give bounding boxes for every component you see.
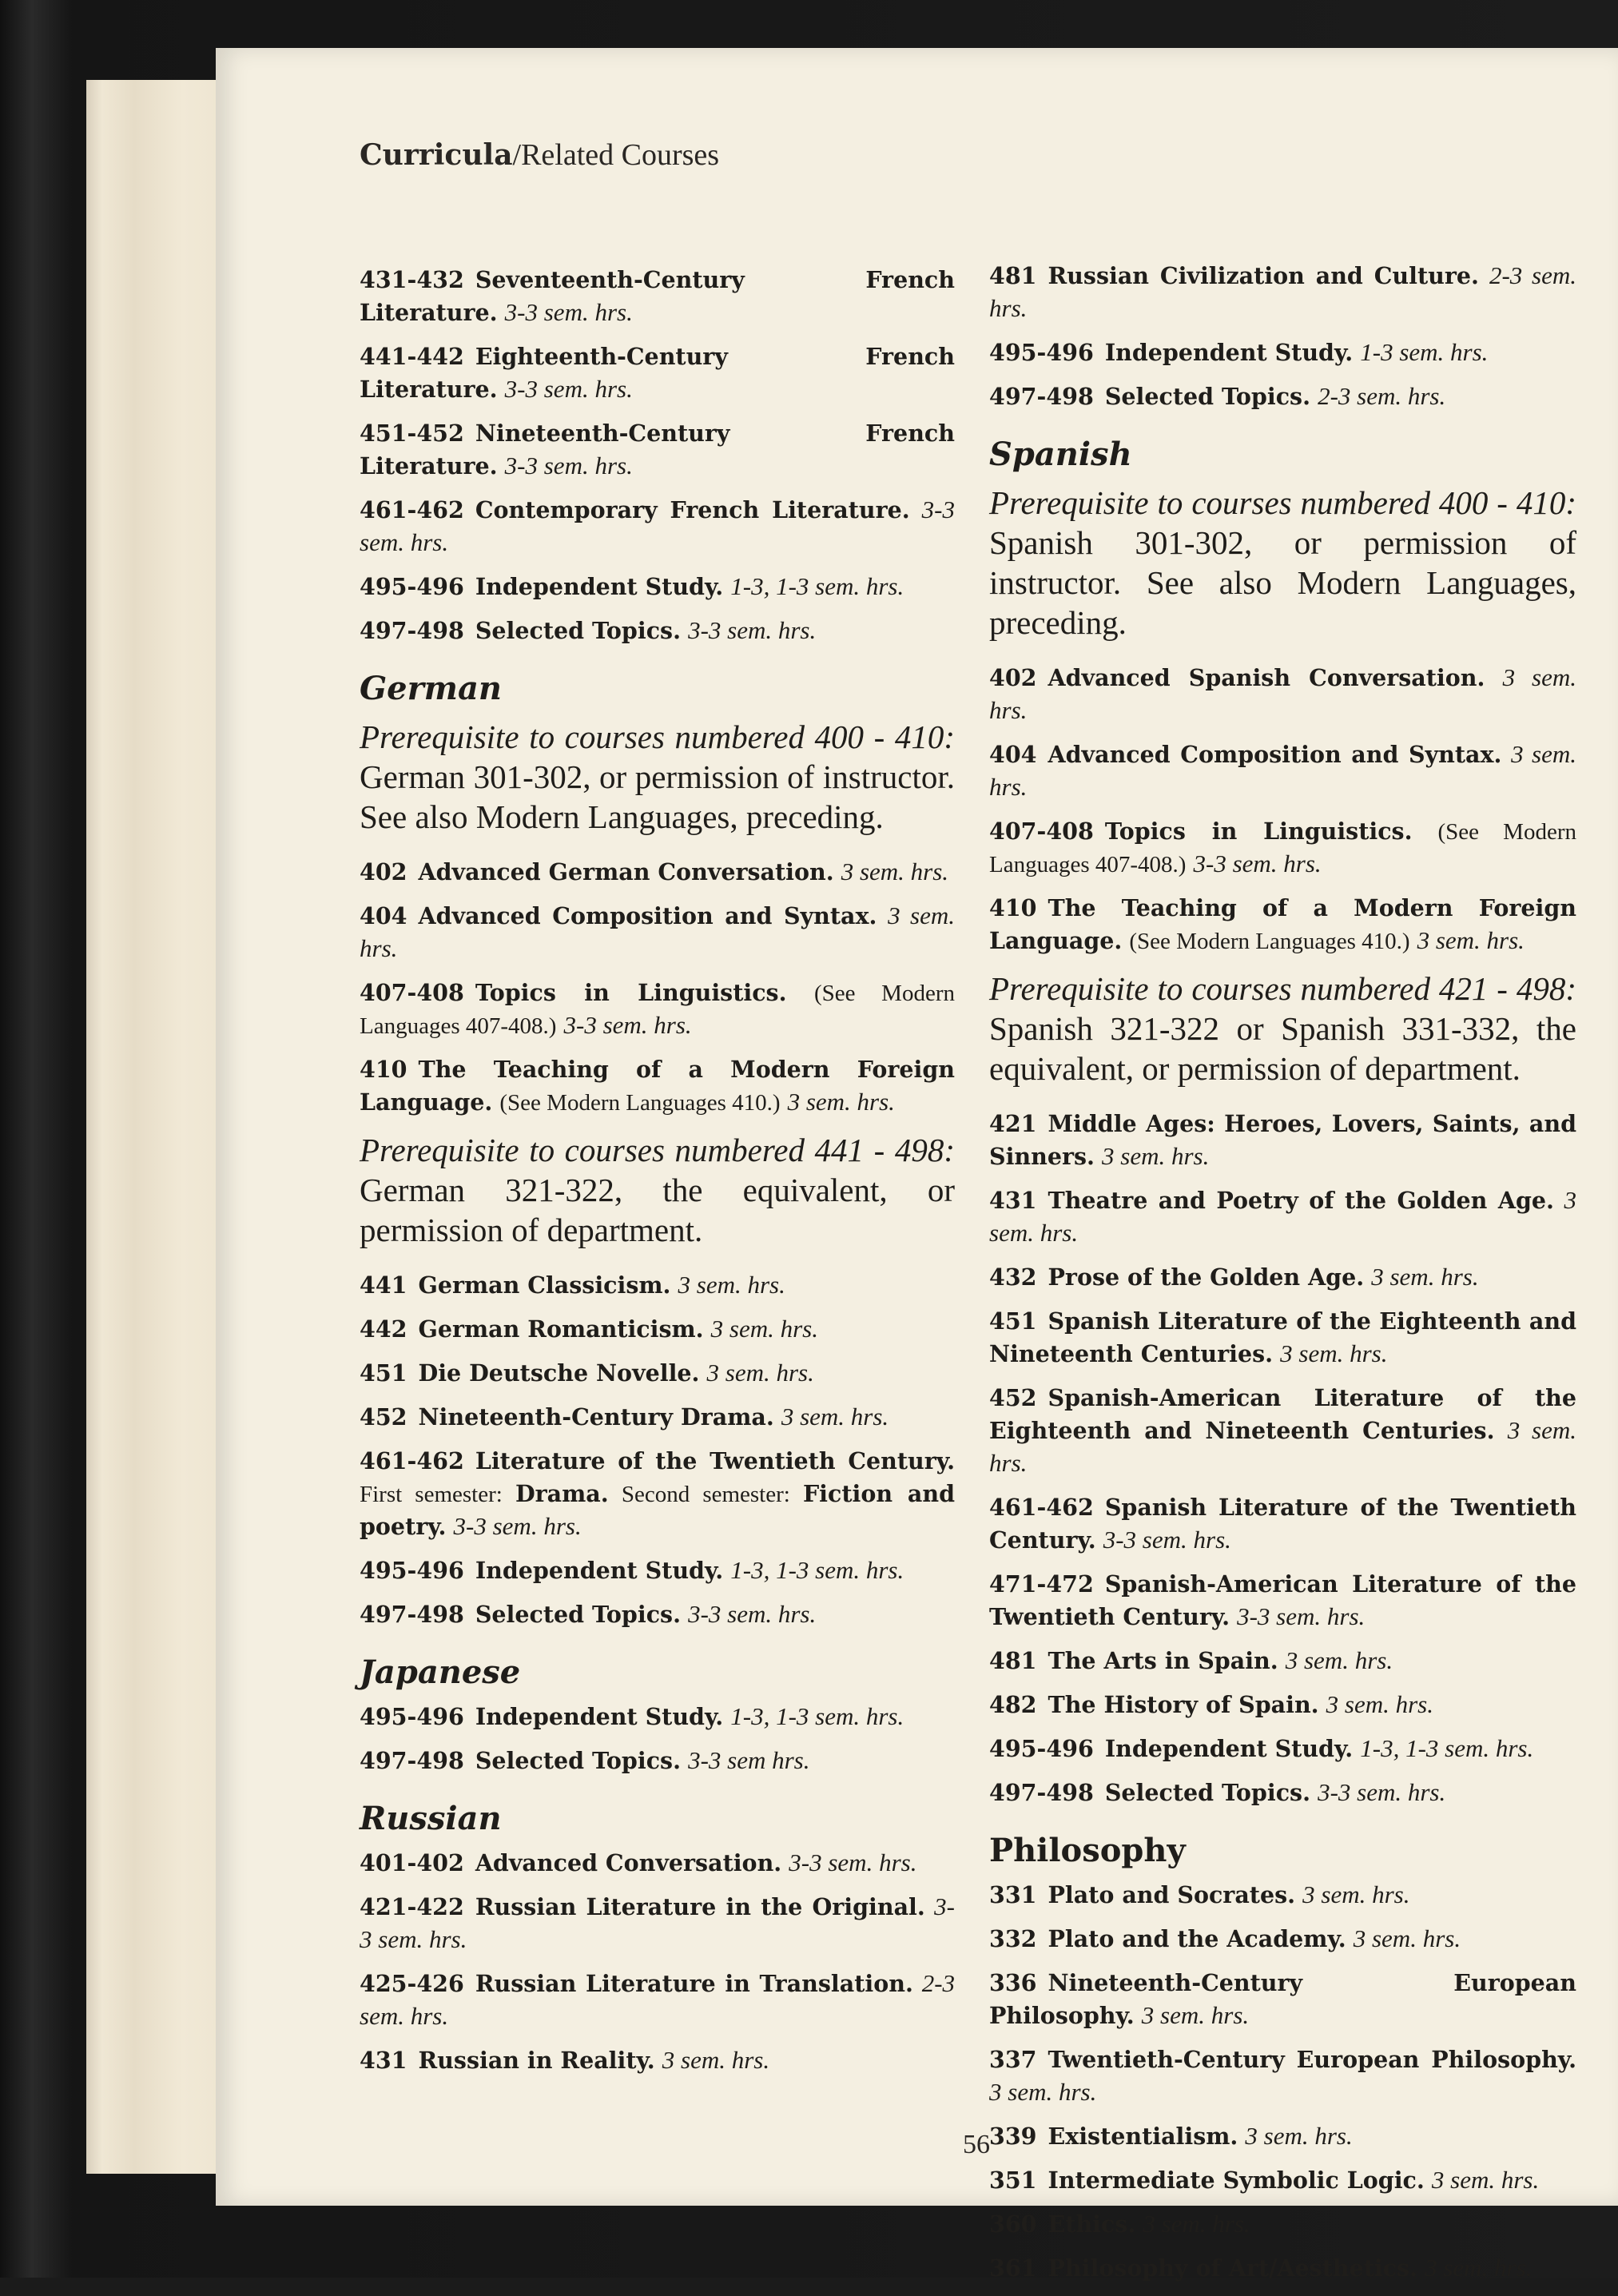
course-credit-hours: 3 sem. hrs. bbox=[1326, 1690, 1433, 1718]
course-credit-hours: 3 sem. hrs. bbox=[1302, 1880, 1410, 1908]
course-entry bbox=[989, 1645, 1576, 1677]
course-credit-hours: 3 sem. hrs. bbox=[1353, 1924, 1461, 1952]
course-title: Independent Study. bbox=[1104, 339, 1354, 366]
prerequisite-note bbox=[360, 717, 955, 837]
course-title: Spanish-American Literature of the Eighteenth and Nineteenth Centuries. bbox=[989, 1384, 1576, 1444]
course-entry bbox=[360, 1968, 955, 2033]
course-entry bbox=[360, 1554, 955, 1587]
course-entry bbox=[360, 1313, 955, 1346]
course-entry bbox=[360, 1847, 955, 1880]
course-number: 461-462 bbox=[360, 1447, 464, 1474]
course-entry bbox=[989, 1733, 1576, 1765]
course-entry bbox=[989, 380, 1576, 413]
course-number: 495-496 bbox=[360, 1703, 464, 1730]
course-title: Advanced Conversation. bbox=[475, 1849, 782, 1876]
course-number: 407-408 bbox=[989, 818, 1094, 845]
course-title: Independent Study. bbox=[1104, 1735, 1354, 1762]
course-entry bbox=[360, 264, 955, 329]
course-credit-hours: 3-3 sem. hrs. bbox=[789, 1848, 917, 1876]
course-number: 402 bbox=[360, 858, 407, 885]
course-title: Intermediate Symbolic Logic. bbox=[1048, 2167, 1425, 2194]
course-title: Selected Topics. bbox=[1104, 383, 1311, 410]
course-number: 452 bbox=[360, 1403, 407, 1431]
course-entry bbox=[989, 1305, 1576, 1371]
course-entry bbox=[360, 615, 955, 647]
course-number: 402 bbox=[989, 664, 1037, 691]
course-title: German Romanticism. bbox=[418, 1315, 704, 1343]
course-credit-hours: 2-3 sem. hrs. bbox=[1318, 382, 1446, 410]
course-credit-hours: 3 sem. hrs. bbox=[1143, 2210, 1250, 2238]
course-entry bbox=[989, 738, 1576, 804]
course-title: Topics in Linguistics. bbox=[475, 979, 787, 1006]
course-credit-hours: 3 sem. hrs. bbox=[662, 2046, 770, 2074]
course-number: 432 bbox=[989, 1263, 1037, 1291]
course-number: 461-462 bbox=[989, 1494, 1094, 1521]
course-credit-hours: 3 sem. hrs. bbox=[710, 1315, 818, 1343]
prerequisite-text: German 321-322, the equivalent, or permission of department. bbox=[360, 1172, 955, 1248]
section-heading: Spanish bbox=[989, 436, 1132, 473]
course-entry bbox=[360, 2044, 955, 2077]
course-number: 452 bbox=[989, 1384, 1037, 1411]
course-title: Selected Topics. bbox=[475, 1601, 682, 1628]
page-number: 56 bbox=[963, 2130, 990, 2159]
course-credit-hours: 3 sem. hrs. bbox=[1431, 2166, 1540, 2194]
course-credit-hours: 3 sem. hrs. bbox=[1102, 1142, 1210, 1170]
course-note: (See Modern Languages 407-408.) bbox=[360, 981, 955, 1039]
course-number: 497-498 bbox=[360, 617, 464, 644]
course-credit-hours: 3 sem. hrs. bbox=[989, 2078, 1097, 2106]
course-entry bbox=[989, 2164, 1576, 2197]
course-credit-hours: 3-3 sem. hrs. bbox=[453, 1512, 582, 1540]
course-entry bbox=[360, 1598, 955, 1631]
prerequisite-note bbox=[989, 483, 1576, 643]
course-number: 495-496 bbox=[989, 339, 1094, 366]
course-entry bbox=[989, 260, 1576, 325]
course-entry bbox=[989, 2208, 1576, 2241]
course-title: Middle Ages: Heroes, Lovers, Saints, and Sinners. bbox=[989, 1110, 1576, 1170]
course-number: 441 bbox=[360, 1271, 407, 1299]
course-entry bbox=[989, 1382, 1576, 1480]
course-title: Advanced Spanish Conversation. bbox=[1048, 664, 1485, 691]
course-title: Philosophy of Art/Aesthetics. bbox=[1048, 2254, 1418, 2282]
course-credit-hours: 1-3, 1-3 sem. hrs. bbox=[730, 572, 904, 600]
course-title: Spanish-American Literature of the Twentieth Century. bbox=[989, 1570, 1576, 1630]
course-note bbox=[360, 1482, 955, 1540]
course-note-part: Second semester: bbox=[608, 1482, 803, 1507]
prerequisite-note bbox=[989, 969, 1576, 1088]
course-number: 431 bbox=[360, 2047, 407, 2074]
course-credit-hours: 3-3 sem hrs. bbox=[688, 1746, 810, 1774]
running-head-subsection: /Related Courses bbox=[512, 138, 720, 172]
course-number: 431-432 bbox=[360, 266, 464, 293]
prerequisite-text: Spanish 301-302, or permission of instructor. See also Modern Languages, preceding. bbox=[989, 524, 1576, 641]
course-credit-hours: 3 sem. hrs. bbox=[1425, 2254, 1533, 2282]
prerequisite-lead: Prerequisite to courses numbered 441 - 498: bbox=[360, 1132, 955, 1168]
course-credit-hours: 3-3 sem. hrs. bbox=[504, 375, 633, 403]
course-number: 401-402 bbox=[360, 1849, 464, 1876]
course-credit-hours: 3 sem. hrs. bbox=[1280, 1339, 1388, 1367]
course-number: 441-442 bbox=[360, 343, 464, 370]
course-entry bbox=[360, 856, 955, 889]
course-note-part: Drama. bbox=[515, 1480, 609, 1507]
prerequisite-text: Spanish 321-322 or Spanish 331-332, the equivalent, or permission of department. bbox=[989, 1010, 1576, 1087]
course-title: Russian Civilization and Culture. bbox=[1048, 262, 1479, 289]
course-credit-hours: 3 sem. hrs. bbox=[781, 1403, 889, 1431]
course-entry bbox=[360, 1891, 955, 1956]
course-credit-hours: 2-3 sem. hrs. bbox=[360, 1969, 956, 2030]
course-title: Contemporary French Literature. bbox=[475, 496, 910, 523]
prerequisite-lead: Prerequisite to courses numbered 400 - 410: bbox=[989, 484, 1576, 521]
course-title: Prose of the Golden Age. bbox=[1048, 1263, 1365, 1291]
course-number: 497-498 bbox=[360, 1747, 464, 1774]
course-number: 351 bbox=[989, 2167, 1037, 2194]
course-number: 451-452 bbox=[360, 420, 464, 447]
course-entry bbox=[989, 1491, 1576, 1557]
course-number: 497-498 bbox=[989, 383, 1094, 410]
section-heading: German bbox=[360, 670, 503, 707]
course-credit-hours: 3-3 sem. hrs. bbox=[688, 616, 817, 644]
course-entry bbox=[360, 900, 955, 965]
course-number: 404 bbox=[989, 741, 1037, 768]
course-credit-hours: 3 sem. hrs. bbox=[678, 1271, 785, 1299]
course-title: Russian Literature in Translation. bbox=[475, 1970, 913, 1997]
course-credit-hours: 2-3 sem. hrs. bbox=[989, 261, 1576, 322]
course-entry bbox=[360, 340, 955, 406]
course-number: 497-498 bbox=[989, 1779, 1094, 1806]
course-credit-hours: 3 sem. hrs. bbox=[989, 740, 1577, 801]
running-head bbox=[360, 137, 719, 173]
course-number: 407-408 bbox=[360, 979, 464, 1006]
course-entry bbox=[989, 892, 1576, 957]
course-entry bbox=[989, 1879, 1576, 1912]
course-note: (See Modern Languages 410.) bbox=[1129, 929, 1410, 954]
course-entry bbox=[989, 336, 1576, 369]
section-heading: Philosophy bbox=[989, 1832, 1186, 1869]
course-entry bbox=[360, 571, 955, 603]
course-entry bbox=[989, 1108, 1576, 1173]
course-number: 495-496 bbox=[360, 1557, 464, 1584]
course-credit-hours: 3 sem. hrs. bbox=[1417, 926, 1525, 954]
right-column bbox=[989, 260, 1576, 2296]
course-entry bbox=[989, 2120, 1576, 2153]
left-column bbox=[360, 264, 955, 2088]
course-number: 451 bbox=[989, 1307, 1037, 1335]
course-note: (See Modern Languages 410.) bbox=[499, 1090, 781, 1116]
prerequisite-lead: Prerequisite to courses numbered 421 - 498: bbox=[989, 970, 1576, 1007]
course-entry bbox=[989, 2252, 1576, 2285]
course-number: 451 bbox=[360, 1359, 407, 1387]
course-title: Eighteenth-Century French Literature. bbox=[360, 343, 955, 403]
course-number: 336 bbox=[989, 1969, 1037, 1996]
course-credit-hours: 3-3 sem. hrs. bbox=[504, 452, 633, 479]
course-credit-hours: 3 sem. hrs. bbox=[989, 663, 1576, 724]
course-number: 410 bbox=[360, 1056, 407, 1083]
course-credit-hours: 3 sem. hrs. bbox=[1285, 1646, 1393, 1674]
course-credit-hours: 3 sem. hrs. bbox=[989, 1186, 1577, 1247]
course-title: Selected Topics. bbox=[1104, 1779, 1311, 1806]
course-credit-hours: 3-3 sem. hrs. bbox=[1103, 1526, 1231, 1554]
section-heading: Russian bbox=[360, 1800, 502, 1837]
course-credit-hours: 1-3, 1-3 sem. hrs. bbox=[1360, 1734, 1534, 1762]
course-note: (See Modern Languages 407-408.) bbox=[989, 819, 1576, 877]
course-credit-hours: 1-3, 1-3 sem. hrs. bbox=[730, 1556, 904, 1584]
course-entry bbox=[360, 1357, 955, 1390]
course-number: 360 bbox=[989, 2210, 1037, 2238]
course-entry bbox=[989, 2043, 1576, 2109]
course-title: The Teaching of a Modern Foreign Language. bbox=[360, 1056, 955, 1116]
course-title: Advanced Composition and Syntax. bbox=[1048, 741, 1502, 768]
prerequisite-text: German 301-302, or permission of instructor. See also Modern Languages, preceding. bbox=[360, 758, 955, 835]
course-credit-hours: 3 sem. hrs. bbox=[989, 1416, 1576, 1477]
course-entry bbox=[360, 1269, 955, 1302]
course-entry bbox=[360, 494, 955, 559]
course-credit-hours: 3 sem. hrs. bbox=[841, 858, 949, 885]
course-number: 497-498 bbox=[360, 1601, 464, 1628]
course-title: Theatre and Poetry of the Golden Age. bbox=[1048, 1187, 1554, 1214]
course-number: 421 bbox=[989, 1110, 1037, 1137]
course-entry bbox=[989, 1923, 1576, 1956]
section-heading: Japanese bbox=[360, 1653, 521, 1691]
course-entry bbox=[360, 1053, 955, 1119]
course-number: 481 bbox=[989, 1647, 1037, 1674]
prerequisite-lead: Prerequisite to courses numbered 400 - 410: bbox=[360, 718, 955, 755]
course-credit-hours: 3 sem. hrs. bbox=[706, 1359, 814, 1387]
course-note-part: Fiction and poetry. bbox=[360, 1480, 955, 1540]
course-title: Literature of the Twentieth Century. bbox=[475, 1447, 955, 1474]
course-title: The Teaching of a Modern Foreign Language. bbox=[989, 894, 1576, 954]
course-title: Advanced German Conversation. bbox=[418, 858, 834, 885]
course-credit-hours: 1-3 sem. hrs. bbox=[1360, 338, 1489, 366]
course-note-part: First semester: bbox=[360, 1482, 515, 1507]
course-number: 461-462 bbox=[360, 496, 464, 523]
course-title: Nineteenth-Century European Philosophy. bbox=[989, 1969, 1576, 2029]
course-credit-hours: 3 sem. hrs. bbox=[787, 1088, 895, 1116]
running-head-section: Curricula bbox=[360, 138, 513, 172]
course-number: 481 bbox=[989, 262, 1037, 289]
course-title: Plato and Socrates. bbox=[1048, 1881, 1296, 1908]
course-number: 482 bbox=[989, 1691, 1037, 1718]
course-title: Twentieth-Century European Philosophy. bbox=[1048, 2046, 1576, 2073]
course-entry bbox=[360, 1745, 955, 1777]
course-entry bbox=[989, 1777, 1576, 1809]
course-credit-hours: 3-3 sem. hrs. bbox=[360, 495, 955, 556]
course-entry bbox=[360, 1701, 955, 1733]
course-number: 425-426 bbox=[360, 1970, 464, 1997]
course-number: 339 bbox=[989, 2123, 1037, 2150]
course-credit-hours: 3-3 sem. hrs. bbox=[1237, 1602, 1366, 1630]
course-title: Advanced Composition and Syntax. bbox=[418, 902, 877, 929]
course-entry bbox=[360, 417, 955, 483]
course-entry bbox=[989, 1261, 1576, 1294]
course-entry bbox=[989, 1568, 1576, 1633]
course-credit-hours: 1-3, 1-3 sem. hrs. bbox=[730, 1702, 904, 1730]
course-title: The Arts in Spain. bbox=[1048, 1647, 1278, 1674]
course-title: Existentialism. bbox=[1048, 2123, 1238, 2150]
course-title: Selected Topics. bbox=[475, 1747, 682, 1774]
course-credit-hours: 3-3 sem. hrs. bbox=[563, 1011, 692, 1039]
course-number: 495-496 bbox=[989, 1735, 1094, 1762]
course-credit-hours: 3-3 sem. hrs. bbox=[688, 1600, 817, 1628]
course-number: 421-422 bbox=[360, 1893, 464, 1920]
course-title: Independent Study. bbox=[475, 1557, 724, 1584]
course-credit-hours: 3 sem. hrs. bbox=[360, 901, 956, 962]
course-credit-hours: 3-3 sem. hrs. bbox=[1193, 850, 1322, 877]
course-entry bbox=[989, 815, 1576, 881]
course-entry bbox=[989, 1967, 1576, 2032]
course-title: Nineteenth-Century French Literature. bbox=[360, 420, 955, 479]
course-title: Plato and the Academy. bbox=[1048, 1925, 1346, 1952]
course-title: Ethics. bbox=[1048, 2210, 1136, 2238]
course-title: Die Deutsche Novelle. bbox=[418, 1359, 700, 1387]
course-title: Independent Study. bbox=[475, 573, 724, 600]
course-credit-hours: 3 sem. hrs. bbox=[1371, 1263, 1479, 1291]
course-number: 361 bbox=[989, 2254, 1037, 2282]
course-title: Nineteenth-Century Drama. bbox=[418, 1403, 774, 1431]
course-title: Seventeenth-Century French Literature. bbox=[360, 266, 955, 326]
course-entry bbox=[360, 977, 955, 1042]
course-number: 332 bbox=[989, 1925, 1037, 1952]
course-entry bbox=[360, 1401, 955, 1434]
course-credit-hours: 3-3 sem. hrs. bbox=[1318, 1778, 1446, 1806]
course-number: 471-472 bbox=[989, 1570, 1094, 1598]
course-entry bbox=[360, 1445, 955, 1543]
course-credit-hours: 3 sem. hrs. bbox=[1141, 2001, 1250, 2029]
course-title: Russian Literature in the Original. bbox=[475, 1893, 925, 1920]
course-number: 410 bbox=[989, 894, 1037, 921]
course-entry bbox=[989, 1689, 1576, 1721]
course-credit-hours: 3-3 sem. hrs. bbox=[504, 298, 633, 326]
course-number: 431 bbox=[989, 1187, 1037, 1214]
course-title: Spanish Literature of the Eighteenth and Nineteenth Centuries. bbox=[989, 1307, 1576, 1367]
course-entry bbox=[989, 662, 1576, 727]
course-title: Selected Topics. bbox=[475, 617, 682, 644]
course-title: Independent Study. bbox=[475, 1703, 724, 1730]
prerequisite-note bbox=[360, 1130, 955, 1250]
course-title: Russian in Reality. bbox=[418, 2047, 655, 2074]
course-credit-hours: 3-3 sem. hrs. bbox=[360, 1892, 955, 1953]
course-number: 337 bbox=[989, 2046, 1037, 2073]
course-number: 404 bbox=[360, 902, 407, 929]
course-number: 495-496 bbox=[360, 573, 464, 600]
course-title: The History of Spain. bbox=[1048, 1691, 1319, 1718]
course-number: 331 bbox=[989, 1881, 1037, 1908]
course-number: 442 bbox=[360, 1315, 407, 1343]
course-title: Topics in Linguistics. bbox=[1104, 818, 1413, 845]
course-entry bbox=[989, 1184, 1576, 1250]
course-title: Spanish Literature of the Twentieth Century. bbox=[989, 1494, 1576, 1554]
course-title: German Classicism. bbox=[418, 1271, 671, 1299]
course-credit-hours: 3 sem. hrs. bbox=[1245, 2122, 1353, 2150]
